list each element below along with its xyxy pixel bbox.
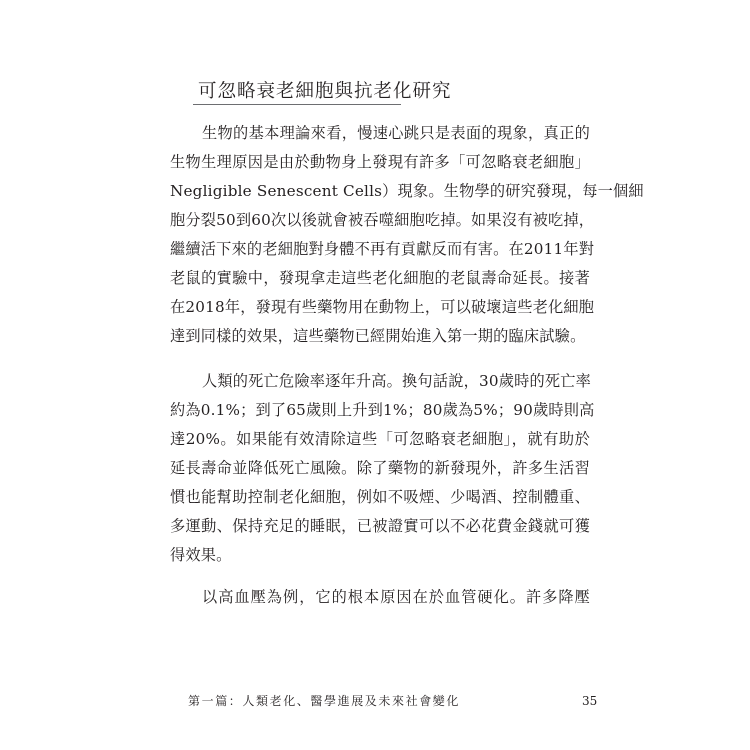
paragraph-line: 人類的死亡危險率逐年升高。換句話說，30歲時的死亡率 [202, 372, 592, 390]
paragraph-line: 生物生理原因是由於動物身上發現有許多「可忽略衰老細胞」 [170, 153, 590, 171]
paragraph-line: 慣也能幫助控制老化細胞，例如不吸煙、少喝酒、控制體重、 [170, 488, 590, 506]
paragraph-3 [170, 583, 590, 612]
paragraph-2 [170, 367, 595, 570]
paragraph-line: 以高血壓為例，它的根本原因在於血管硬化。許多降壓 [202, 588, 590, 606]
paragraph-line: Negligible Senescent Cells）現象。生物學的研究發現，每一個細 [170, 182, 644, 200]
paragraph-line: 達到同樣的效果，這些藥物已經開始進入第一期的臨床試驗。 [170, 327, 586, 345]
page-number: 35 [582, 694, 598, 708]
paragraph-line: 約為0.1%；到了65歲則上升到1%；80歲為5%；90歲時則高 [170, 401, 595, 419]
title-underline [193, 104, 401, 105]
section-title: 可忽略衰老細胞與抗老化研究 [198, 81, 452, 102]
paragraph-line: 達20%。如果能有效清除這些「可忽略衰老細胞」，就有助於 [170, 430, 590, 448]
paragraph-line: 生物的基本理論來看，慢速心跳只是表面的現象，真正的 [202, 124, 590, 142]
paragraph-line: 多運動、保持充足的睡眠，已被證實可以不必花費金錢就可獲 [170, 517, 590, 535]
paragraph-line: 胞分裂50到60次以後就會被吞噬細胞吃掉。如果沒有被吃掉， [170, 211, 595, 229]
running-footer-title: 第一篇：人類老化、醫學進展及未來社會變化 [188, 694, 461, 708]
paragraph-line: 得效果。 [170, 546, 232, 564]
paragraph-line: 延長壽命並降低死亡風險。除了藥物的新發現外，許多生活習 [170, 459, 590, 477]
paragraph-1 [170, 119, 644, 351]
paragraph-line: 在2018年，發現有些藥物用在動物上，可以破壞這些老化細胞 [170, 298, 595, 316]
paragraph-line: 繼續活下來的老細胞對身體不再有貢獻反而有害。在2011年對 [170, 240, 595, 258]
paragraph-line: 老鼠的實驗中，發現拿走這些老化細胞的老鼠壽命延長。接著 [170, 269, 590, 287]
